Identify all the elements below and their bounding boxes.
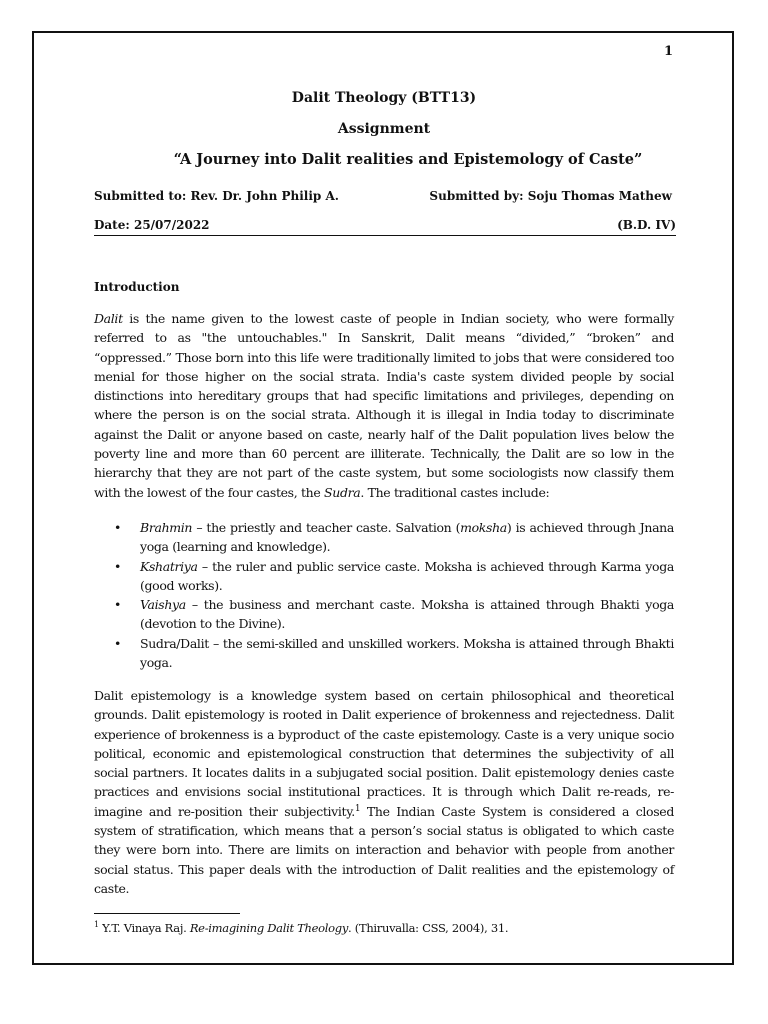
epistemology-paragraph bbox=[94, 686, 674, 898]
sudra-term: Sudra bbox=[324, 484, 361, 500]
bullet-icon: • bbox=[114, 520, 122, 535]
footnote-mark: 1 bbox=[94, 920, 99, 929]
submission-date: Date: 25/07/2022 bbox=[94, 218, 210, 232]
intro-text: is the name given to the lowest caste of people in Indian society, who were formally referred to as "the untouchables." In Sanskrit, Dalit means “divided,” “broken” and “oppressed.” Those born into this life were traditionally limited to jobs that were considered too menial for those higher on the social strata. India's caste system divided people by social distinctions into hereditary groups that had specific limitations and privileges, depending on where the person is on the social strata. Although it is illegal in India today to discriminate against the Dalit or anyone based on caste, nearly half of the Dalit population lives below the poverty line and more than 60 percent are illiterate. Technically, the Dalit are so low in the hierarchy that they are not part of the caste system, but some sociologists now classify them with the lowest of the four castes, the bbox=[94, 311, 674, 500]
footnote-author: Y.T. Vinaya Raj. bbox=[98, 920, 190, 935]
footnote-details: . (Thiruvalla: CSS, 2004), 31. bbox=[348, 920, 509, 935]
epistemology-text-end: The Indian Caste System is considered a closed system of stratification, which means that a person’s social status is obligated to which caste they were born into. There are limits on interaction and behavior with people from another social status. This paper deals with the introduction of Dalit realities and the epistemology of caste. bbox=[94, 803, 674, 896]
epistemology-text: Dalit epistemology is a knowledge system based on certain philosophical and theoretical grounds. Dalit epistemology is rooted in Dalit experience of brokenness and rejectedness. Dalit experience of brokenness is a byproduct of the caste epistemology. Caste is a very unique socio political, economic and epistemological construction that determines the subjectivity of all social partners. It locates dalits in a subjugated social position. Dalit epistemology denies caste practices and envisions social institutional practices. It is through which Dalit re-reads, re-imagine and re-position their subjectivity. bbox=[94, 688, 674, 819]
intro-text-end: . The traditional castes include: bbox=[360, 484, 550, 500]
submitted-by: Submitted by: Soju Thomas Mathew bbox=[429, 189, 672, 203]
footnote-reference: 1 bbox=[354, 803, 361, 814]
date-row bbox=[94, 218, 676, 236]
list-item bbox=[94, 595, 674, 634]
submission-row bbox=[94, 189, 676, 203]
list-item bbox=[94, 557, 674, 596]
caste-name: Vaishya bbox=[140, 597, 186, 613]
caste-desc: Sudra/Dalit – the semi-skilled and unskilled workers. Moksha is attained through Bhakti yoga. bbox=[140, 635, 674, 671]
caste-desc-end: ) is achieved through Jnana yoga (learning and knowledge). bbox=[140, 520, 674, 555]
submitted-to: Submitted to: Rev. Dr. John Philip A. bbox=[94, 189, 339, 203]
footnote bbox=[94, 920, 508, 935]
intro-paragraph bbox=[94, 309, 674, 502]
course-title: Dalit Theology (BTT13) bbox=[291, 90, 477, 106]
caste-emphasis: moksha bbox=[460, 520, 507, 535]
caste-name: Kshatriya bbox=[140, 558, 198, 574]
assignment-label: Assignment bbox=[337, 121, 431, 137]
section-heading: Introduction bbox=[94, 280, 180, 294]
caste-desc: – the priestly and teacher caste. Salvation ( bbox=[192, 520, 461, 535]
bullet-icon: • bbox=[114, 597, 122, 613]
list-item bbox=[94, 634, 674, 673]
caste-name: Brahmin bbox=[140, 520, 193, 535]
caste-desc: – the ruler and public service caste. Moksha is achieved through Karma yoga (good works). bbox=[140, 558, 674, 593]
bullet-icon: • bbox=[114, 558, 122, 574]
list-item bbox=[94, 518, 674, 557]
footnote-book: Re-imagining Dalit Theology bbox=[189, 920, 349, 935]
dalit-term: Dalit bbox=[94, 311, 123, 326]
bullet-icon: • bbox=[114, 635, 122, 651]
class-label: (B.D. IV) bbox=[617, 218, 676, 232]
caste-desc: – the business and merchant caste. Moksha is attained through Bhakti yoga (devotion to the Divine). bbox=[140, 597, 674, 632]
page-number: 1 bbox=[664, 44, 674, 59]
footnote-divider bbox=[94, 913, 240, 914]
caste-list bbox=[94, 518, 674, 672]
assignment-topic: “A Journey into Dalit realities and Epistemology of Caste” bbox=[173, 151, 643, 168]
